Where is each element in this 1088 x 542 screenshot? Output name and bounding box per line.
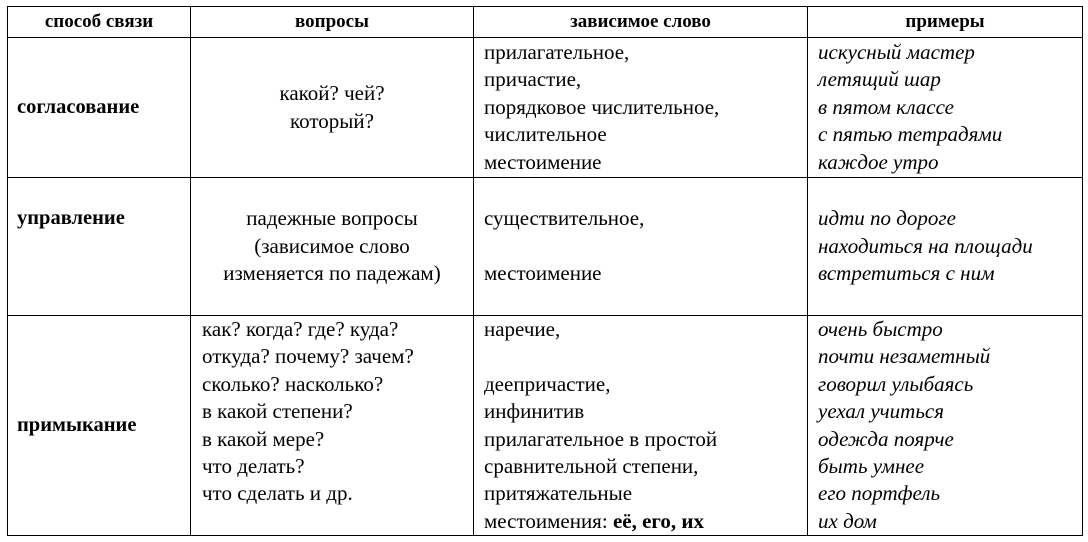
- cell-dependent-word: [474, 178, 808, 316]
- dependent-word-line: наречие,: [484, 317, 561, 341]
- example-line: их дом: [818, 508, 877, 533]
- example-line: искусный мастер: [818, 39, 975, 64]
- dependent-word-line: существительное,: [484, 206, 645, 231]
- cell-type: [8, 316, 191, 536]
- question-line: какой? чей?: [279, 81, 385, 106]
- pronoun-prefix: местоимения:: [484, 508, 613, 533]
- example-line: каждое утро: [818, 149, 939, 174]
- example-line: говорил улыбаясь: [818, 371, 974, 396]
- question-line: в какой мере?: [202, 426, 325, 451]
- example-line: одежда поярче: [818, 426, 954, 451]
- question-line: как? когда? где? куда?: [202, 317, 399, 341]
- example-line: встретиться с ним: [818, 261, 995, 286]
- example-line: очень быстро: [818, 317, 943, 341]
- cell-type: [8, 178, 191, 316]
- table-row-government: [8, 178, 1083, 316]
- dependent-word-line: инфинитив: [484, 399, 585, 424]
- type-label: согласование: [17, 95, 140, 118]
- cell-dependent-word: [474, 38, 808, 178]
- dependent-word-line: деепричастие,: [484, 371, 611, 396]
- header-row: [8, 7, 1083, 38]
- cell-type: [8, 38, 191, 178]
- header-dependent-word: зависимое слово: [474, 7, 808, 38]
- table-row-agreement: [8, 38, 1083, 178]
- question-line: (зависимое слово: [254, 233, 410, 258]
- example-line: уехал учиться: [818, 399, 944, 424]
- syntax-links-table: [7, 6, 1083, 536]
- question-line: что делать?: [202, 454, 305, 479]
- example-line: идти по дороге: [818, 206, 956, 231]
- example-line: его портфель: [818, 481, 941, 506]
- example-line: с пятью тетрадями: [818, 122, 1003, 147]
- question-line: в какой степени?: [202, 399, 353, 424]
- cell-questions: [191, 38, 474, 178]
- type-label: примыкание: [17, 413, 137, 436]
- cell-questions: [191, 316, 474, 536]
- dependent-word-line: притяжательные: [484, 481, 633, 506]
- example-line: находиться на площади: [818, 233, 1033, 258]
- dependent-word-line-last: [484, 508, 807, 535]
- dependent-word-line: сравнительной степени,: [484, 454, 699, 479]
- question-line: что сделать и др.: [202, 481, 353, 506]
- type-label: управление: [17, 207, 125, 230]
- dependent-word-line: местоимение: [484, 149, 602, 174]
- question-line: сколько? насколько?: [202, 371, 384, 396]
- dependent-word-line: причастие,: [484, 67, 582, 92]
- cell-examples: [808, 38, 1083, 178]
- example-line: летящий шар: [818, 67, 941, 92]
- header-examples: примеры: [808, 7, 1083, 38]
- question-line: который?: [290, 108, 374, 133]
- header-questions: вопросы: [191, 7, 474, 38]
- example-line: быть умнее: [818, 454, 925, 479]
- dependent-word-line: порядковое числительное,: [484, 94, 720, 119]
- pronoun-forms: её, его, их: [612, 508, 705, 533]
- example-line: в пятом классе: [818, 94, 954, 119]
- table-row-adjunction: [8, 316, 1083, 536]
- question-line: изменяется по падежам): [223, 261, 441, 286]
- question-line: откуда? почему? зачем?: [202, 344, 414, 369]
- example-line: почти незаметный: [818, 344, 991, 369]
- question-line: падежные вопросы: [246, 206, 418, 231]
- dependent-word-line: числительное: [484, 122, 607, 147]
- cell-examples: [808, 316, 1083, 536]
- cell-examples: [808, 178, 1083, 316]
- dependent-word-line: местоимение: [484, 261, 602, 286]
- cell-questions: [191, 178, 474, 316]
- dependent-word-line: прилагательное,: [484, 39, 630, 64]
- cell-dependent-word: [474, 316, 808, 536]
- header-type: способ связи: [8, 7, 191, 38]
- dependent-word-line: прилагательное в простой: [484, 426, 718, 451]
